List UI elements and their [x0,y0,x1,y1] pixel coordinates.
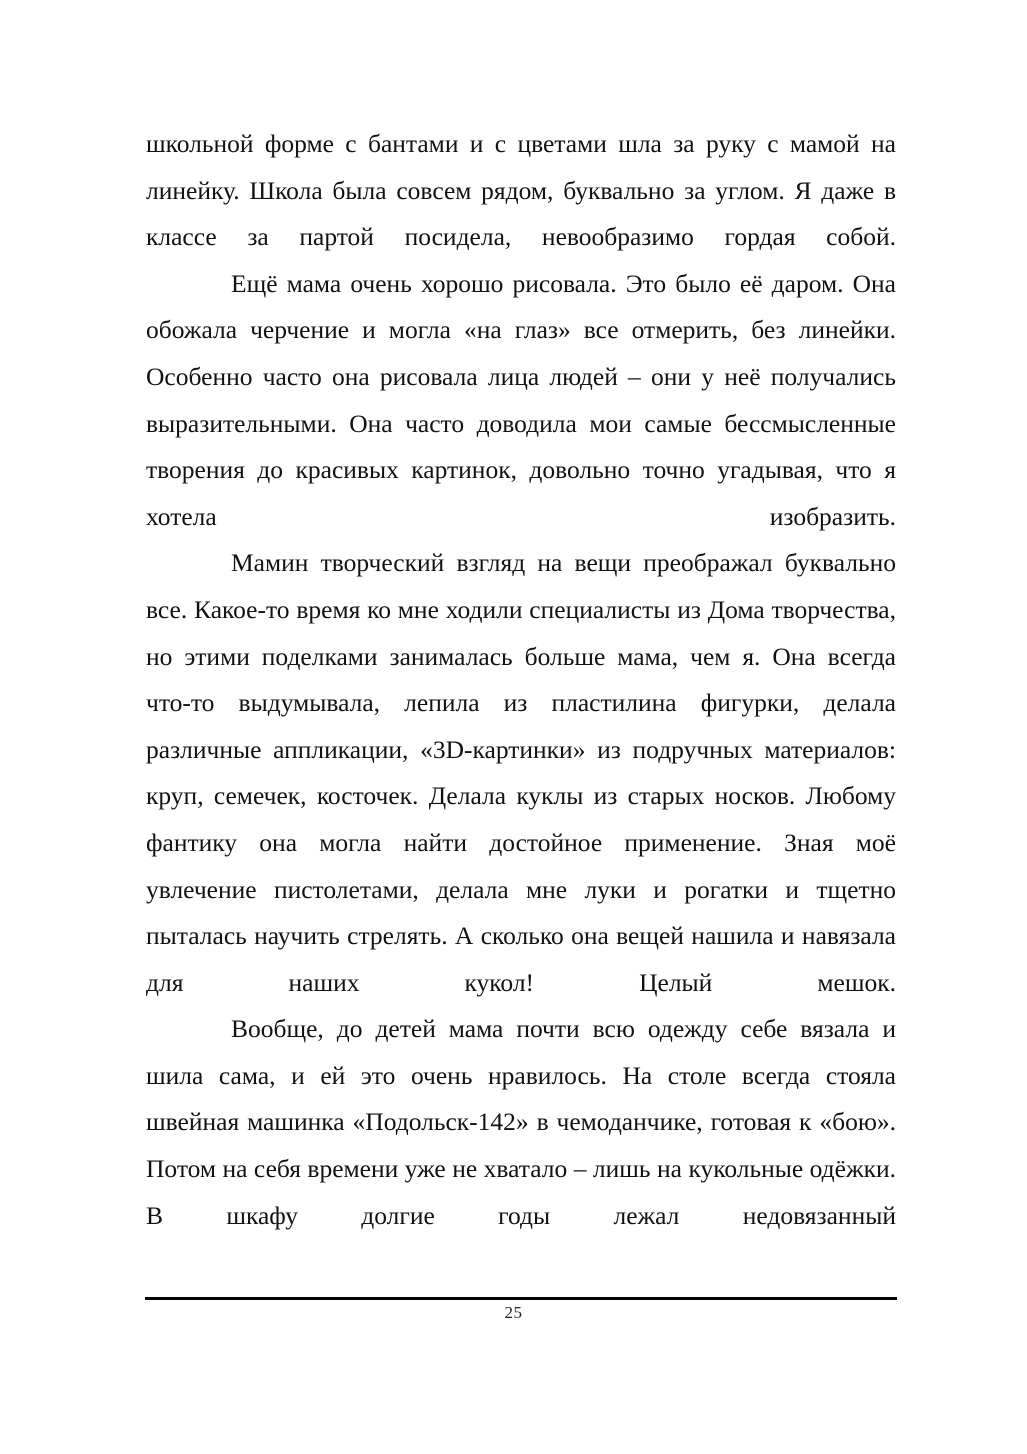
page-number: 25 [504,1303,523,1322]
paragraph-continuation: школьной форме с бантами и с цветами шла за руку с мамой на линейку. Школа была совсем рядом, буквально за углом. Я даже в классе за партой посидела, невообразимо гордая собой. [146,129,896,252]
paragraph-sewing: Вообще, до детей мама почти всю одежду себе вязала и шила сама, и ей это очень нравилось. На столе всегда стояла швейная машинка «Подольск-142» в чемоданчике, готовая к «бою». Потом на себя времени уже не хватало – лишь на кукольные одёжки. В шкафу долгие годы лежал недовязанный [146,1014,896,1230]
footer-separator-rule [145,1297,897,1300]
paragraph-creative: Мамин творческий взгляд на вещи преображал буквально все. Какое-то время ко мне ходили специалисты из Дома творчества, но этими поделками занималась больше мама, чем я. Она всегда что-то выдумывала, лепила из пластилина фигурки, делала различные аппликации, «3D-картинки» из подручных материалов: круп, семечек, косточек. Делала куклы из старых носков. Любому фантику она могла найти достойное применение. Зная моё увлечение пистолетами, делала мне луки и рогатки и тщетно пыталась научить стрелять. А сколько она вещей нашила и навязала для наших кукол! Целый мешок. [146,548,896,997]
body-text-column [146,121,896,1239]
paragraph-drawing: Ещё мама очень хорошо рисовала. Это было её даром. Она обожала черчение и могла «на глаз» все отмерить, без линейки. Особенно часто она рисовала лица людей – они у неё получались выразительными. Она часто доводила мои самые бессмысленные творения до красивых картинок, довольно точно угадывая, что я хотела изобразить. [146,268,896,531]
